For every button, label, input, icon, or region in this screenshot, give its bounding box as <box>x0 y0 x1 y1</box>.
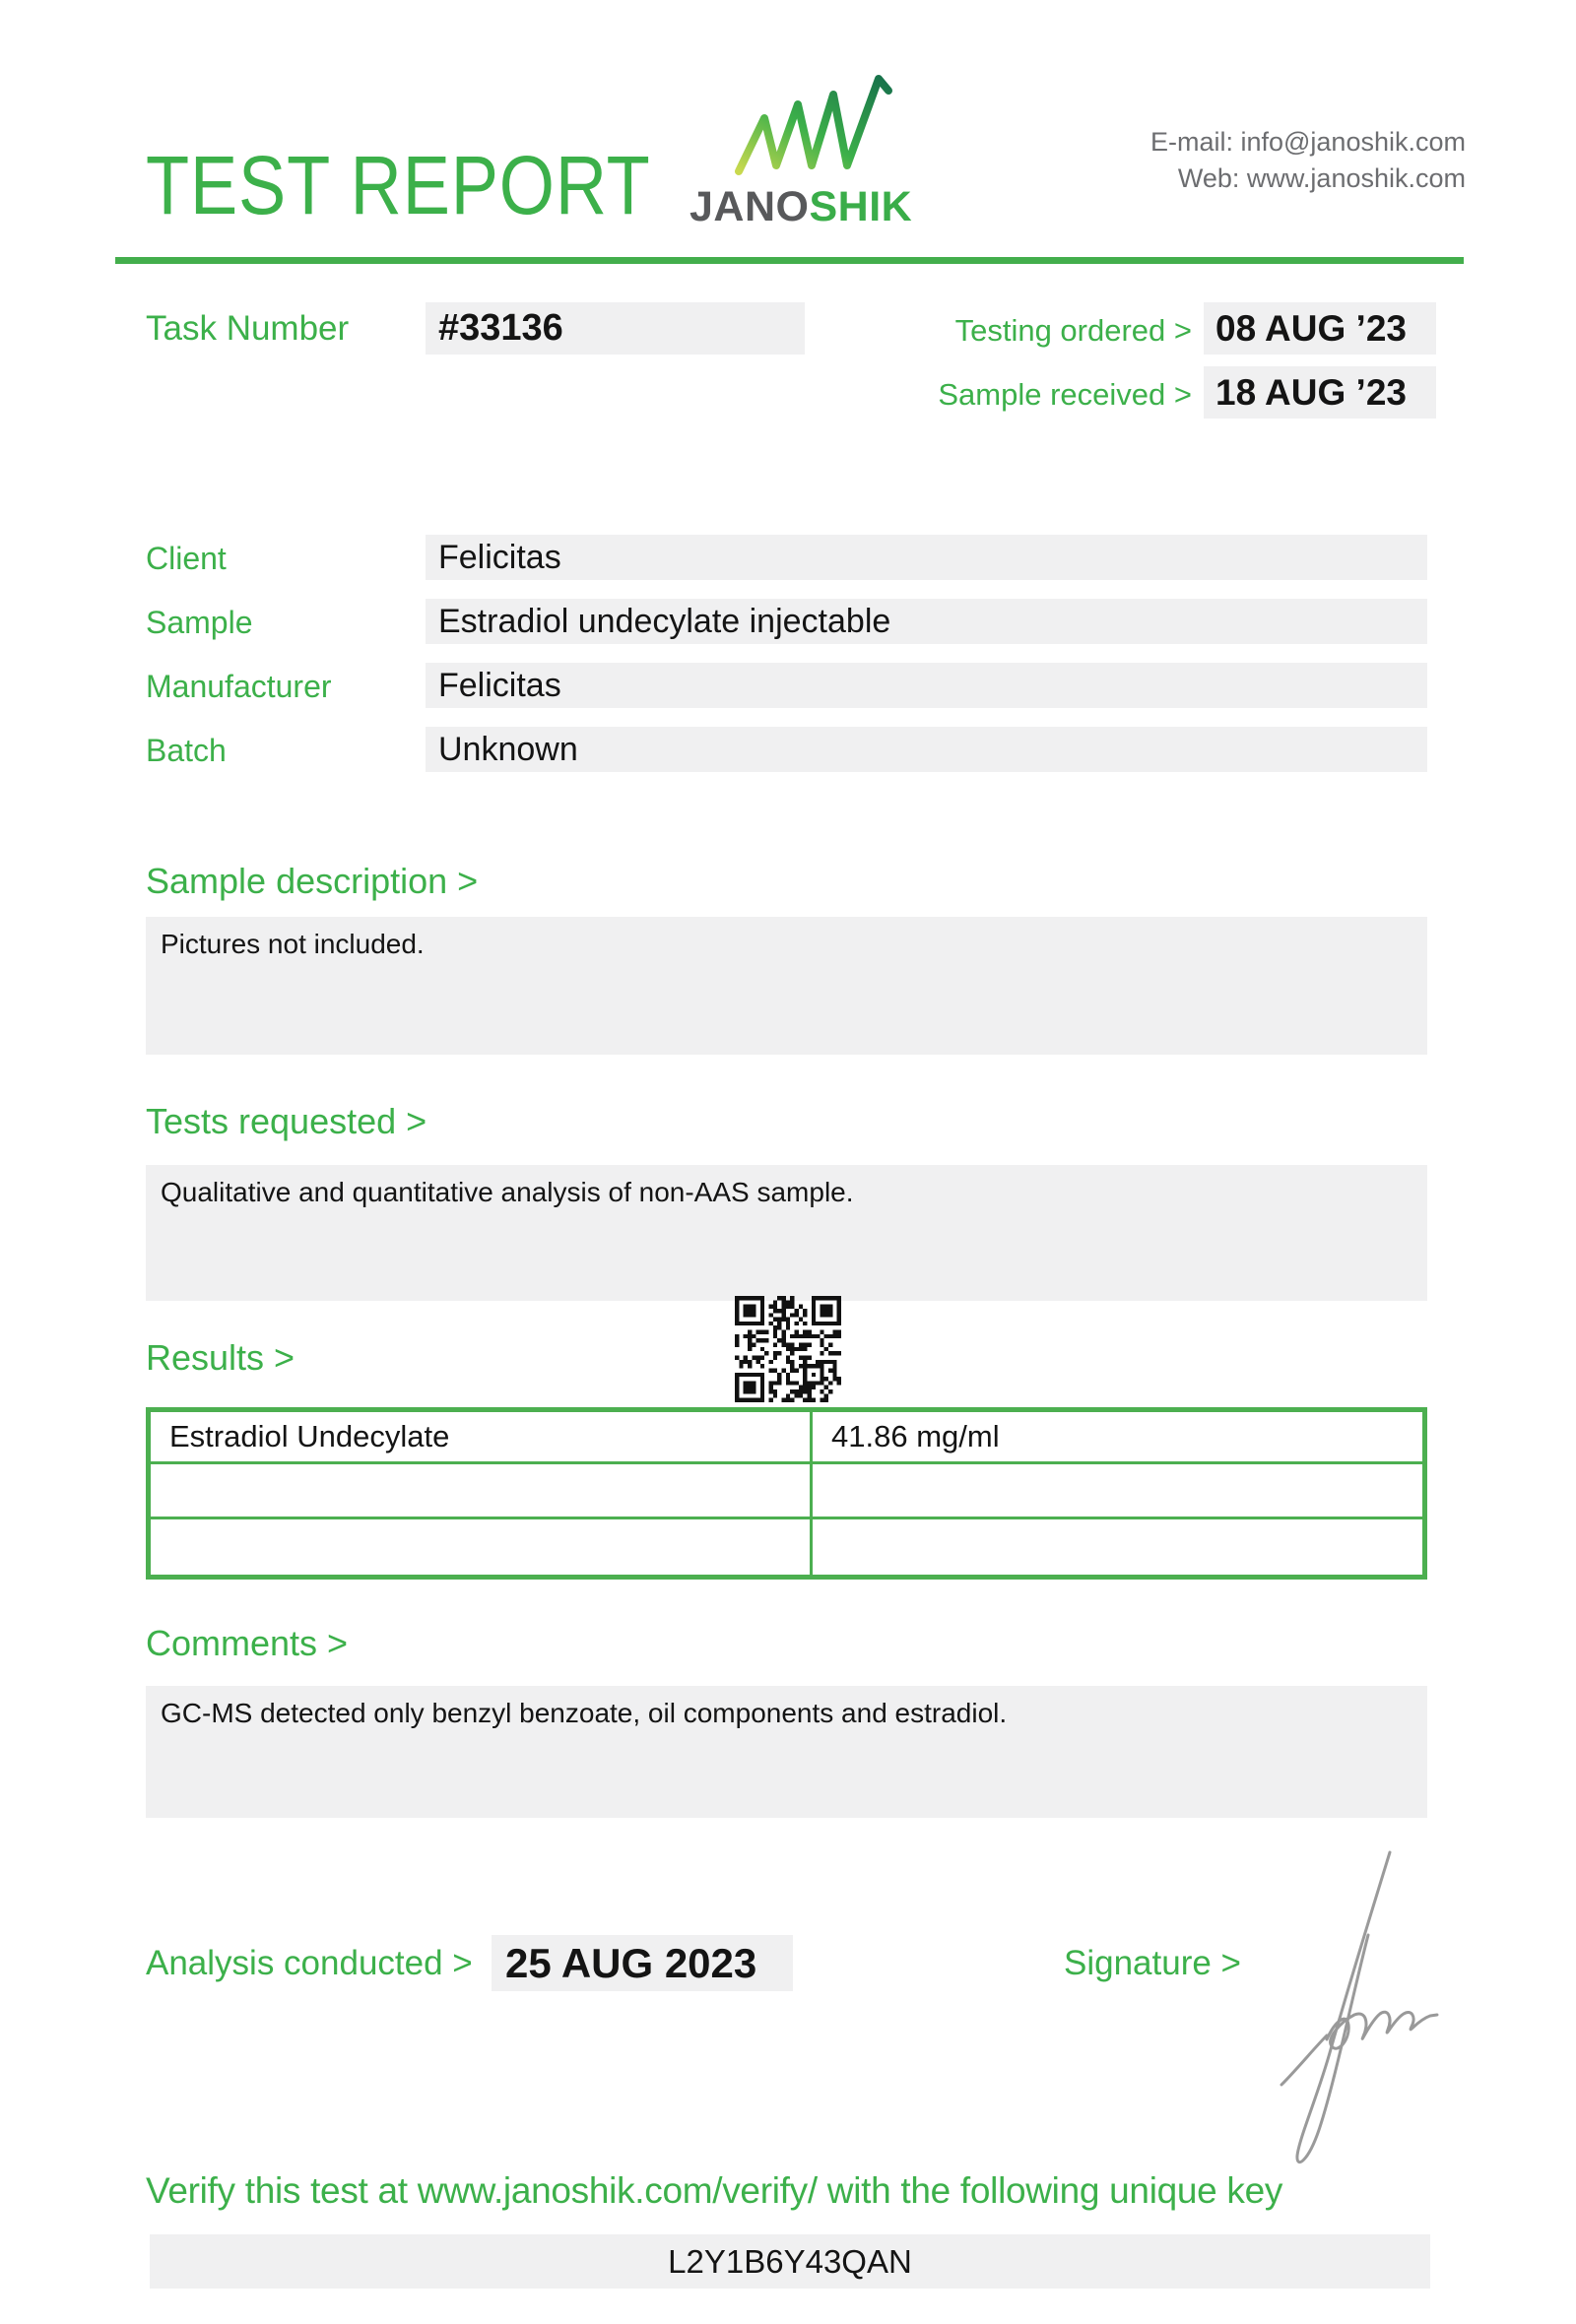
verify-instruction: Verify this test at www.janoshik.com/verify/ with the following unique key <box>146 2170 1283 2211</box>
client-field <box>426 535 1427 580</box>
tests-requested-heading: Tests requested > <box>146 1101 427 1141</box>
client-label: Client <box>146 541 227 576</box>
comments-text: GC-MS detected only benzyl benzoate, oil components and estradiol. <box>161 1698 1008 1728</box>
manufacturer-field <box>426 663 1427 708</box>
sample-received-field <box>1204 366 1436 419</box>
tests-requested-text: Qualitative and quantitative analysis of non-AAS sample. <box>161 1177 854 1207</box>
comments-box <box>146 1686 1427 1818</box>
contact-email: E-mail: info@janoshik.com <box>1149 127 1466 157</box>
tests-requested-box <box>146 1165 1427 1301</box>
results-cell-substance-3 <box>151 1519 813 1575</box>
batch-value: Unknown <box>438 731 578 768</box>
results-cell-substance-1: Estradiol Undecylate <box>151 1412 813 1464</box>
analysis-conducted-label: Analysis conducted > <box>146 1944 473 1982</box>
task-number-label: Task Number <box>146 309 350 348</box>
results-cell-value-2 <box>813 1464 1422 1519</box>
sample-description-text: Pictures not included. <box>161 929 425 959</box>
qr-code-image <box>735 1296 841 1402</box>
sample-label: Sample <box>146 605 253 640</box>
analysis-conducted-field <box>492 1935 793 1991</box>
client-value: Felicitas <box>438 539 561 576</box>
sample-field <box>426 599 1427 644</box>
task-number-value: #33136 <box>438 307 563 349</box>
sample-received-label: Sample received > <box>938 377 1192 412</box>
signature-label: Signature > <box>1064 1944 1241 1982</box>
manufacturer-label: Manufacturer <box>146 669 332 704</box>
contact-block <box>1150 124 1466 197</box>
brand-wordmark <box>690 183 912 231</box>
sample-received-value: 18 AUG ’23 <box>1215 372 1407 413</box>
results-cell-value-1: 41.86 mg/ml <box>813 1412 1422 1464</box>
brand-wordmark-left: JANO <box>690 183 810 230</box>
results-cell-substance-2 <box>151 1464 813 1519</box>
contact-web: Web: www.janoshik.com <box>1177 163 1466 193</box>
page-title: TEST REPORT <box>146 139 651 231</box>
header-divider <box>115 257 1464 264</box>
comments-heading: Comments > <box>146 1623 349 1663</box>
verify-key-value: L2Y1B6Y43QAN <box>668 2243 912 2280</box>
testing-ordered-label: Testing ordered > <box>954 313 1192 348</box>
results-table <box>146 1407 1427 1580</box>
sample-description-heading: Sample description > <box>146 861 479 901</box>
batch-label: Batch <box>146 733 227 768</box>
batch-field <box>426 727 1427 772</box>
task-number-field <box>426 302 805 355</box>
results-heading: Results > <box>146 1337 296 1378</box>
manufacturer-value: Felicitas <box>438 667 561 704</box>
testing-ordered-field <box>1204 302 1436 355</box>
analysis-conducted-value: 25 AUG 2023 <box>505 1940 757 1986</box>
logo-chart-icon <box>731 67 903 180</box>
results-cell-value-3 <box>813 1519 1422 1575</box>
signature-image <box>1276 1846 1453 2166</box>
sample-description-box <box>146 917 1427 1055</box>
sample-value: Estradiol undecylate injectable <box>438 603 891 640</box>
testing-ordered-value: 08 AUG ’23 <box>1215 308 1407 349</box>
verify-key-field <box>150 2234 1430 2289</box>
brand-wordmark-right: SHIK <box>809 183 913 230</box>
